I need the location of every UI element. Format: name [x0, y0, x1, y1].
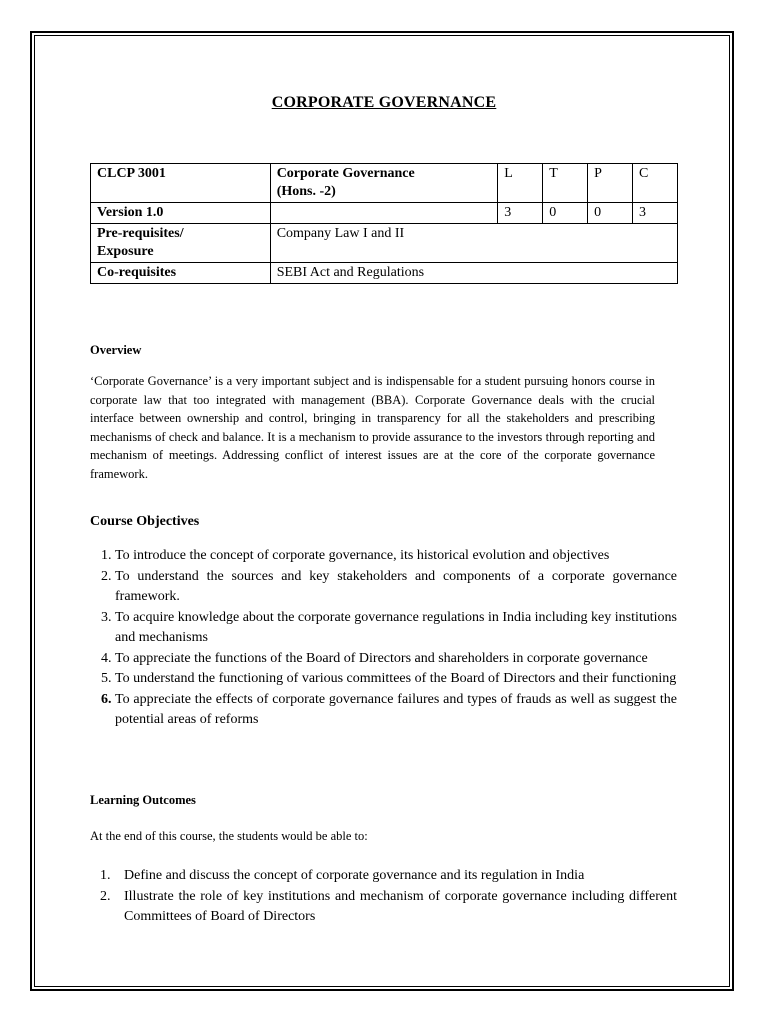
- list-item: [90, 866, 677, 887]
- list-item: [90, 690, 677, 731]
- list-number: 2.: [100, 888, 111, 904]
- outcomes-list: [90, 866, 677, 928]
- header-l: L: [498, 164, 543, 203]
- table-row: [91, 203, 678, 224]
- header-p: P: [588, 164, 633, 203]
- list-text: To understand the functioning of various committees of the Board of Directors and their functioning: [115, 671, 677, 686]
- list-number: 4.: [101, 650, 112, 666]
- value-p: 0: [588, 203, 633, 224]
- prereq-value: Company Law I and II: [270, 224, 677, 263]
- list-text: Define and discuss the concept of corporate governance and its regulation in India: [124, 868, 585, 883]
- outcomes-intro: At the end of this course, the students would be able to:: [90, 829, 368, 843]
- table-row: [91, 224, 678, 263]
- objectives-list: [90, 546, 677, 731]
- list-item: [90, 887, 677, 928]
- empty-cell: [270, 203, 498, 224]
- course-name-line1: Corporate Governance: [276, 166, 415, 181]
- course-code: CLCP 3001: [91, 164, 271, 203]
- list-text: To introduce the concept of corporate governance, its historical evolution and objectives: [115, 548, 610, 563]
- course-name-line2: (Hons. -2): [276, 184, 336, 199]
- coreq-label: Co-requisites: [91, 263, 271, 284]
- list-number: 3.: [101, 609, 112, 625]
- list-text: To understand the sources and key stakeholders and components of a corporate governance framework.: [115, 568, 677, 604]
- coreq-value: SEBI Act and Regulations: [270, 263, 677, 284]
- list-item: [90, 649, 677, 670]
- prereq-label-line2: Exposure: [97, 244, 154, 259]
- table-row: [91, 263, 678, 284]
- list-number: 5.: [101, 671, 112, 686]
- overview-heading: Overview: [90, 343, 142, 357]
- list-text: To acquire knowledge about the corporate governance regulations in India including key institutions and mechanisms: [115, 609, 677, 645]
- list-number: 1.: [100, 868, 111, 883]
- outcomes-heading: Learning Outcomes: [90, 793, 196, 807]
- list-item: [90, 567, 677, 608]
- list-number: 6.: [101, 691, 112, 707]
- version-label: Version 1.0: [91, 203, 271, 224]
- value-t: 0: [543, 203, 588, 224]
- list-item: [90, 608, 677, 649]
- prereq-label-line1: Pre-requisites/: [97, 226, 184, 241]
- list-item: [90, 546, 677, 567]
- overview-paragraph: ‘Corporate Governance’ is a very important subject and is indispensable for a student pursuing honors course in corporate law that too integrated with management (BBA). Corporate Governance deals with the crucial interface between ownership and control, bringing in transparency for all the stakeholders and prescribing mechanisms of check and balance. It is a mechanism to provide assurance to the investors through reporting and mechanism of meetings. Addressing conflict of interest issues are at the core of the corporate governance framework.: [90, 374, 655, 481]
- value-l: 3: [498, 203, 543, 224]
- list-text: To appreciate the effects of corporate governance failures and types of frauds as well as suggest the potential areas of reforms: [115, 691, 677, 727]
- table-row: [91, 164, 678, 203]
- header-t: T: [543, 164, 588, 203]
- list-text: To appreciate the functions of the Board of Directors and shareholders in corporate governance: [115, 650, 648, 666]
- list-number: 1.: [101, 548, 112, 563]
- list-number: 2.: [101, 568, 112, 584]
- document-title: CORPORATE GOVERNANCE: [271, 94, 497, 111]
- list-item: [90, 669, 677, 690]
- objectives-heading: Course Objectives: [90, 514, 200, 529]
- list-text: Illustrate the role of key institutions and mechanism of corporate governance including different Committees of Board of Directors: [124, 888, 677, 924]
- header-c: C: [633, 164, 678, 203]
- prereq-label: [91, 224, 271, 263]
- course-name: [270, 164, 498, 203]
- value-c: 3: [633, 203, 678, 224]
- course-info-table: [90, 163, 678, 284]
